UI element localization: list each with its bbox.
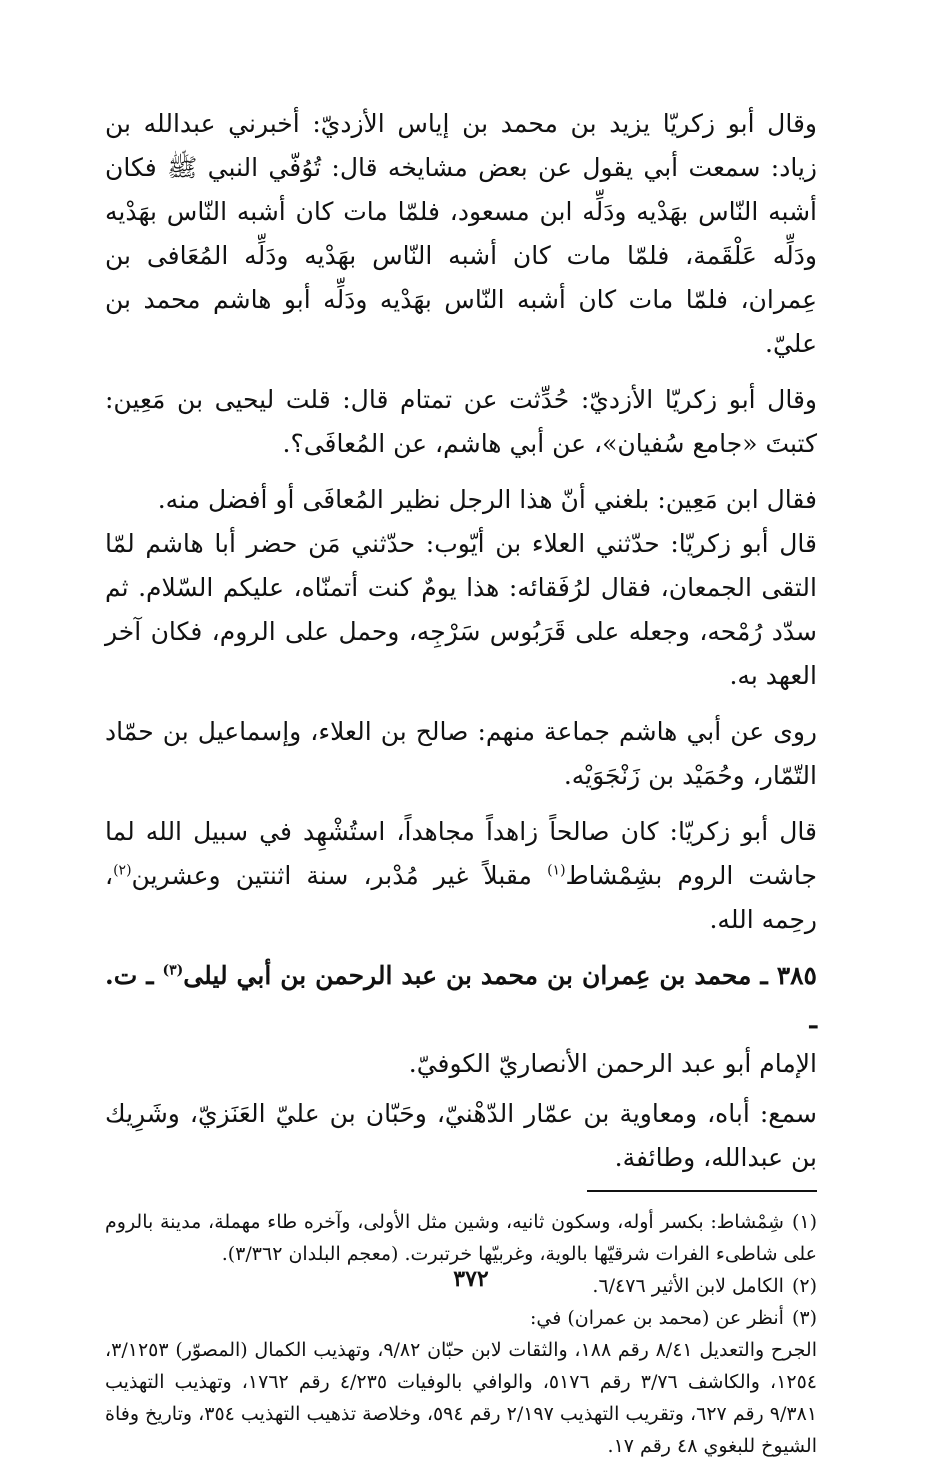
footnote-1-text: شِمْشاط: بكسر أوله، وسكون ثانيه، وشين مثل الأولى، وآخره طاء مهملة، مدينة بالروم على شاطىء الفرات شرقيّها بالوية، وغربيّها خرتبرت. (معجم البلدان ٣/٣٦٢). <box>105 1211 817 1265</box>
footnote-3-text: أنظر عن (محمد بن عمران) في: <box>529 1307 784 1329</box>
martyrdom-text-c: ، رحِمه الله. <box>105 861 817 934</box>
entry-subtitle: الإمام أبو عبد الرحمن الأنصاريّ الكوفيّ. <box>408 1049 817 1078</box>
paragraph-resemblance-chain: وقال أبو زكريّا يزيد بن محمد بن إياس الأزديّ: أخبرني عبدالله بن زياد: سمعت أبي يقول عن بعض مشايخه قال: تُوُفّي النبي ﷺ فكان أشبه النّاس بهَدْيه ودَلِّه ابن مسعود، فلمّا مات كان أشبه النّاس بهَدْيه ودَلِّه عَلْقَمة، فلمّا مات كان أشبه النّاس بهَدْيه ودَلِّه المُعَافى بن عِمران، فلمّا مات كان أشبه النّاس بهَدْيه ودَلِّه أبو هاشم محمد بن عليّ. <box>105 109 817 358</box>
footnote-ref-1[interactable]: (١) <box>547 862 566 879</box>
footnote-2-text: الكامل لابن الأثير ٦/٤٧٦. <box>592 1275 784 1297</box>
paragraph-ibn-main-answer: فقال ابن مَعِين: بلغني أنّ هذا الرجل نظير المُعافَى أو أفضل منه. <box>157 485 817 514</box>
paragraph-tamtam-question: وقال أبو زكريّا الأزديّ: حُدِّثت عن تمتام قال: قلت ليحيى بن مَعِين: كتبتَ «جامع سُفيان»، عن أبي هاشم، عن المُعافَى؟. <box>105 385 817 458</box>
paragraph-narrators: روى عن أبي هاشم جماعة منهم: صالح بن العلاء، وإسماعيل بن حمّاد التّمّار، وحُمَيْد بن زَنْجَوَيْه. <box>105 717 817 790</box>
paragraph-martyrdom <box>105 810 817 942</box>
footnote-ref-3[interactable]: (٣) <box>162 962 184 979</box>
footnote-3 <box>105 1302 817 1334</box>
martyrdom-text-b: مقبلاً غير مُدْبر، سنة اثنتين وعشرين <box>131 861 548 890</box>
footnotes-section <box>105 1206 817 1462</box>
martyrdom-text-a: قال أبو زكريّا: كان صالحاً زاهداً مجاهداً، استُشْهِد في سبيل الله لما جاشت الروم بشِمْشاط <box>105 817 818 890</box>
footnote-separator <box>587 1190 817 1192</box>
footnote-3-references: الجرح والتعديل ٨/٤١ رقم ١٨٨، والثقات لابن حبّان ٩/٨٢، وتهذيب الكمال (المصوّر) ٣/١٢٥٣، ١٢٥٤، والكاشف ٣/٧٦ رقم ٥١٧٦، والوافي بالوفيات ٤/٢٣٥ رقم ١٧٦٢، وتهذيب التهذيب ٩/٣٨١ رقم ٦٢٧، وتقريب التهذيب ٢/١٩٧ رقم ٥٩٤، وخلاصة تذهيب التهذيب ٣٥٤، وتاريخ وفاة الشيوخ للبغوي ٤٨ رقم ١٧. <box>105 1339 818 1457</box>
entry-heard-from: سمع: أباه، ومعاوية بن عمّار الدّهْنيّ، وحَبّان بن عليّ العَنَزيّ، وشَرِيك بن عبدالله، وطائفة. <box>105 1099 817 1172</box>
footnote-3-number: (٣) <box>791 1307 817 1329</box>
entry-heading-suffix: ـ ت. ـ <box>105 961 817 1034</box>
entry-heading <box>105 954 817 1042</box>
footnote-1 <box>105 1206 817 1270</box>
footnote-ref-2[interactable]: (٢) <box>113 862 132 879</box>
footnote-1-number: (١) <box>791 1211 817 1233</box>
footnote-2-number: (٢) <box>791 1275 817 1297</box>
page-number: ٣٧٢ <box>453 1266 489 1292</box>
entry-heading-title: ٣٨٥ ـ محمد بن عِمران بن محمد بن عبد الرحمن بن أبي ليلى <box>183 961 817 990</box>
page-body <box>105 102 817 1462</box>
paragraph-battle-account: قال أبو زكريّا: حدّثني العلاء بن أيّوب: حدّثني مَن حضر أبا هاشم لمّا التقى الجمعان، فقال لرُفَقائه: هذا يومٌ كنت أتمنّاه، عليكم السّلام. ثم سدّد رُمْحه، وجعله على قَرَبُوس سَرْجِه، وحمل على الروم، فكان آخر العهد به. <box>105 529 817 690</box>
